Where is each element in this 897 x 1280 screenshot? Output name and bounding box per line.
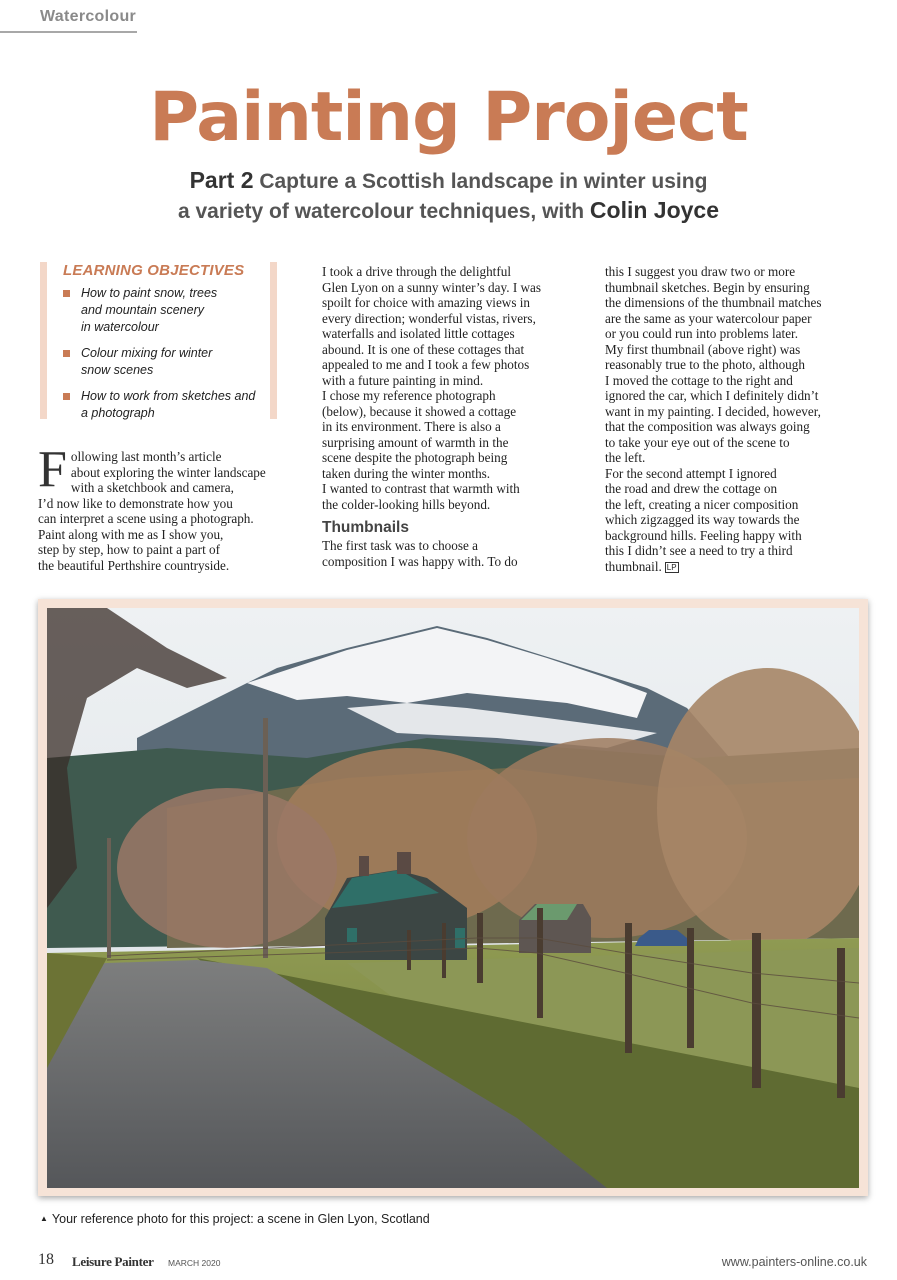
subtitle-line2: a variety of watercolour techniques, with [177, 200, 590, 223]
paragraph: I took a drive through the delightful Glen Lyon on a sunny winter’s day. I was spoilt for choice with amazing views in every direction; wonderful vistas, rivers, waterfalls and isolated little cottages abound. It is one of these cottages that appealed to me and I took a few photos with a future painting in mind. [322, 264, 542, 388]
issue-date: MARCH 2020 [168, 1258, 221, 1268]
caption-text: Your reference photo for this project: a scene in Glen Lyon, Scotland [51, 1212, 430, 1226]
subtitle-line1: Capture a Scottish landscape in winter using [253, 170, 708, 193]
learning-objectives-box [40, 262, 277, 419]
drop-cap: F [38, 441, 67, 498]
page-number: 18 [38, 1251, 54, 1268]
objective-text: How to work from sketches and a photograph [81, 389, 256, 420]
magazine-logo: Leisure Painter [72, 1254, 154, 1269]
body-column-3 [605, 264, 867, 574]
subtitle-part: Part 2 [189, 167, 254, 193]
paragraph: I chose my reference photograph (below), because it showed a cottage in its environment. There is also a surprising amount of warmth in the scene despite the photograph being taken during the winter months. I wanted to contrast that warmth with the colder-looking hills beyond. [322, 388, 520, 512]
end-mark: LP [666, 562, 677, 572]
objectives-heading: LEARNING OBJECTIVES [63, 262, 245, 279]
triangle-up-icon: ▲ [40, 1214, 48, 1223]
page-title: Painting Project [149, 78, 748, 157]
objective-text: How to paint snow, trees and mountain scenery in watercolour [81, 286, 218, 334]
intro-paragraph: ollowing last month’s article about exploring the winter landscape with a sketchbook and camera, I’d now like to demonstrate how you can interpret a scene using a photograph. Paint along with me as I show you, step by step, how to paint a part of the beautiful Perthshire countryside. [38, 449, 266, 573]
objective-item [63, 345, 270, 379]
body-column-2 [322, 264, 584, 569]
square-bullet-icon [63, 290, 70, 297]
objective-item [63, 388, 270, 422]
section-tag: Watercolour [40, 8, 137, 25]
paragraph: this I suggest you draw two or more thumbnail sketches. Begin by ensuring the dimensions of the thumbnail matches are the same as your watercolour paper or you could run into problems later. [605, 264, 822, 341]
paragraph [605, 466, 867, 575]
photo-caption [40, 1212, 430, 1226]
paragraph-text: For the second attempt I ignored the road and drew the cottage on the left, creating a nicer composition which zigzagged its way towards the background hills. Feeling happy with this I didn’t see a need to try a third thumbnail. [605, 465, 802, 574]
square-bullet-icon [63, 393, 70, 400]
paragraph: My first thumbnail (above right) was reasonably true to the photo, although I moved the cottage to the right and ignored the car, which I definitely didn’t want in my painting. I decided, however, that the composition was always going to take your eye out of the scene to the left. [605, 341, 821, 465]
website-url: www.painters-online.co.uk [721, 1255, 867, 1269]
objectives-list [63, 285, 270, 422]
paragraph: The first task was to choose a composition I was happy with. To do [322, 538, 518, 569]
square-bullet-icon [63, 350, 70, 357]
subheading-thumbnails: Thumbnails [322, 519, 409, 536]
reference-photo [47, 608, 859, 1188]
objective-item [63, 285, 270, 336]
objective-text: Colour mixing for winter snow scenes [81, 346, 213, 377]
reference-photo-frame [38, 599, 868, 1196]
subtitle-author: Colin Joyce [589, 197, 720, 223]
subtitle [0, 166, 897, 226]
body-column-1 [38, 441, 298, 573]
section-rule [0, 31, 137, 33]
